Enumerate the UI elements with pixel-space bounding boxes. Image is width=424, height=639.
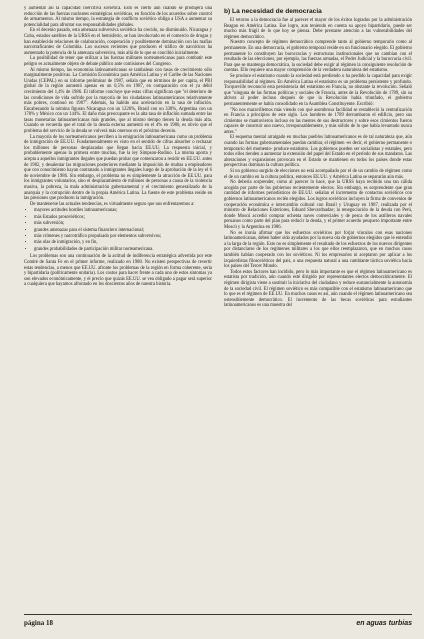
list-item: • más olas de inmigración, y en fin,: [34, 240, 212, 246]
left-column: [24, 6, 212, 616]
publication-title: en aguas turbias: [356, 619, 412, 627]
paragraph: No es ironía afirmar que los esfuerzos soviéticos por forjar vínculos con esas naciones latinoamericanas, deben haber sido ayudados por la nueva ola de gobiernos elegidos que le entendió a la larga de la región. Esto no es simplemente el resultado de los esfuerzos de los nuevos dirigentes por distanciarse de los regímenes militares a los que ellos reemplazaron, que en muchos casos también habían cooperado con los soviéticos. Ni los empresarios ni aceptaron por aplicar a los izquierdistas filosoviéticos del país, o una respuesta natural a una cambiante táctica soviética hacia los países del Tercer Mundo.: [224, 230, 412, 270]
list-item: • más subversión;: [34, 221, 212, 227]
section-heading: b) La necesidad de democracia: [224, 8, 322, 15]
list-item: • más crímenes y narcotráfico propulsado por elementos subversivos;: [34, 234, 212, 240]
paragraph: No debería sorprender, como al parecer lo hace, que la URSS haya recibido una tan cálida acogida por parte de los gobiernos recientemente electos. Sin embargo, es sorprendente que gran cantidad de informes periodísticos de EE.UU. señalan el incremento de contactos soviéticos con gobiernos latinoamericanos recién elegidos. Los logros soviéticos incluyen la firma de convenios de cooperación económica e intercambio cultural con Brasil y Uruguay en 1987, realizada por el ministro de Relaciones Exteriores, Eduard Shevardnadze; la renegociación de la deuda con Perú, donde Moscú accedió comprar ochenta naves comerciales y de pesca de los astilleros navales peruanos como parte del plan para reducir la deuda, y el primer acuerdo pesquero importante entre Moscú y la Argentina en 1986.: [224, 180, 412, 230]
paragraph: La posibilidad de tener que utilizar a las fuerzas militares norteamericanas para combatir este peligro es actualmente objeto de debate público ante comisiones del Congreso.: [24, 56, 212, 67]
list-item: • grandes probabilidades de participación militar norteamericana.: [34, 247, 212, 253]
bullet-list: [24, 208, 212, 252]
quote-paragraph: "No nos maravillemos más viendo con qué asombrosa facilidad se restableció la centralización en Francia a principios de este siglo. Los hombres de 1789 derrumbaron el edificio, pero sus cimientos se mantuvieron incluso en las mentes de sus destructores y sobre esos cimientos fueron capaces de construir uno nuevo, irresponsablemente, y más sólido de lo que había levantado nunca antes.": [224, 107, 412, 135]
page-footer: [24, 614, 412, 631]
paragraph: y aumentar así la capacidad coercitiva soviética. Esto es cierto aún cuando se produjera una reducción de las fuerzas nucleares estratégicas soviéticas, en función de los acuerdos sobre control de armamentos. Al mismo tiempo, la estrategia de conflicto soviético obliga a USA a aumentar su potencialidad para afrontar sus responsabilidades globales.: [24, 6, 212, 28]
paragraph: El esquema mental arraigado en muchas pueblos latinoamericanos es de tal naturaleza que, aún cuando las formas gubernamentales puedan cambiar, el régimen -es decir, el gobierno permanente o temporario del momento- produce estatismo. Los gobiernos pueden ser socialistas y estatales, pero todos ellos tienden a aumentar la extensión del papel del Estado en el período de sus mandatos. Las alteraciones y expansiones provocan en el Estado se mantienen en todos los países donde estas perspectivas dominan la cultura política.: [224, 135, 412, 169]
paragraph: Todos estos factores han incidido, pero lo más importante es que el régimen latinoamericano es estatista por tradición, aún cuando esté dirigido por representantes electos democráticamente. El régimen dirigista viene a sustituir la iniciativa del ciudadano y reduce sustancialmente la autonomía de la sociedad civil. El régimen soviético es más compatible con el estatismo latinoamericano que lo que es el régimen de EE.UU. En muchos casos es así, aún cuando el régimen latinoamericano sea ostensiblemente democrático. El incremento de las becas soviéticas para estudiantes latinoamericanos es una muestra del: [224, 269, 412, 309]
paragraph: Si un gobierno surgido de elecciones no está acompañado por el de un cambio de régimen como el de un cambio en la cultura política, entonces EE.UU. y América Latina se separarán aún más.: [224, 169, 412, 180]
paragraph: Al mismo tiempo, las economías latinoamericanas se tambalean con tasas de crecimiento sólo marginalmente positivas. La Comisión Económica para América Latina y el Caribe de las Naciones Unidas (CEPAL) en su informe preliminar de 1987, señala que en términos de per capita, el PBI global de la región aumentó apenas en un 0,5% en 1987, en comparación con el ya débil crecimiento del 1,4% de 1986. El informe concluye que estas cifras significan que "el deterioro de las condiciones de vida sufrido por la mayoría de los ciudadanos latinoamericanos relativamente más pobres, continuó en 1987". Además, ha habido una aceleración en la tasa de inflación. Encabezando la nómina figuran Nicaragua con un 1226%, Brasil con un 338%, Argentina con un 178% y México con un 144%. El daño más preocupante es la alta tasa de inflación sumada entre las tasas monetarias latinoamericanas más grandes, que al mismo tiempo tienen la deuda más alta. Cuando se recuerda que el total de la deuda externa aumentó en el 4% en 1986, es obvio que el problema del servicio de la deuda se volverá más oneroso en el próximo decenio.: [24, 67, 212, 135]
paragraph: Los problemas son una continuación de la actitud de indiferencia estratégica advertida por este Comité de Santa Fe en el primer informe, realizado en 1980. No existen perspectivas de revertir estas tendencias, a menos que EE.UU. afronte los problemas de la región en forma coherente, seria y bipartidaria (políticamente unitaria). Los costos para hacer frente a cada uno de estos síntomas ya son elevados económicamente, y el precio que quizás EE.UU. se vea obligado a pagar será superior a cualquiera que hayamos afrontado en los doscientos años de nuestra historia.: [24, 254, 212, 288]
right-column: [224, 6, 412, 616]
paragraph: Se produce el estatismo cuando la sociedad está perdiendo o ha perdido la capacidad para exigir responsabilidad al régimen. En América Latina el estatismo es un problema persistente y profundo. Tocqueville reconoció esta persistencia del estatismo en Francia, no obstante la revolución. Señaló que "ninguna de las formas políticas y sociales de Francia, antes de la Revolución de 1789, sin su altivez al poder incluso después de que la Revolución había triunfado, el gobierno permanentemente se había consolidado en la Asamblea Constituyente. Escribió:: [224, 73, 412, 107]
list-item: • grandes amenazas para el sistema financiero internacional;: [34, 228, 212, 234]
paragraph: Nuestro concepto de régimen democrático comprende tanto al gobierno temporario como al permanente. En una democracia, el gobierno temporal reside en un funcionario elegido. El gobierno permanente lo constituyen las burocracias y estructuras institucionales que no cambian con el resultado de las elecciones, por ejemplo, las fuerzas armadas, el Poder Judicial y la burocracia civil. Para que se mantenga democrática, la sociedad debe exigir al régimen la consiguiente resolución de cuentas. Ello requiere una mayor comprensión de la verdadera naturaleza del estatismo.: [224, 40, 412, 74]
list-item: • más Estados prosoviéticos;: [34, 215, 212, 221]
list-item: • mayores actitudes hostiles latinoamericanas;: [34, 208, 212, 214]
text-columns: [24, 6, 412, 616]
page-number: página 18: [24, 619, 53, 627]
paragraph: El retorno a la democracia fue al parecer el mayor de los éxitos logrados por la administración Reagan en América Latina. Ese logro, aun teniendo en cuenta su apoyo bipartidario, puede ser mucho más frágil de lo que hoy se piensa. Debe prestarse atención a las vulnerabilidades del régimen democrático.: [224, 18, 412, 40]
paragraph: En el decenio pasado, esta amenaza subversiva soviética ha crecido, no disminuido. Nicaragua y Cuba, estados satélites de la URSS en el hemisferio, se han involucrado en el comercio de drogas y han establecido relaciones de colaboración, cooperación y posiblemente dominación con las mafias narcotraficantes de Colombia. Los sucesos recientes que producen el tráfico de narcóticos ha aumentado la potencia de la amenaza subversiva, más allá de lo que se concibió inicialmente.: [24, 28, 212, 56]
paragraph: La mayoría de los norteamericanos perciben a la emigración latinoamericana como un problema de inmigración de EE.UU. Fundamentalmente es visto en el sentido de cifras absorber o rechazar los millones de personas desplazadas que llegan hacia EE.UU. La respuesta inicial, y probablemente apenas la primera entre muchas, fue la ley Simpson-Rodino. La misma aporta y acepta a aquellos inmigrantes ilegales que puedan probar que comenzaron a residir en EE.UU. antes de 1982, y desalentar las migraciones posteriores mediante la imposición de multas a empleadores que con conocimiento hayan contratado a inmigrantes ilegales luego de la aprobación de la ley el 6 de noviembre de 1986. Sin embargo, el problema no es simplemente la atracción de EE.UU. para los inmigrantes voluntarios, sino el desplazamiento de millones de personas a causa de la violencia masiva, la pobreza, la mala administración gubernamental y el crecimiento generalizado de la anarquía y la corrupción dentro de la propia América Latina. La fuente de este problema reside en las presiones que producen la inmigración.: [24, 134, 212, 202]
paragraph: De mantenerse las actuales tendencias, es virtualmente seguro que nos enfrentaremos a:: [30, 201, 195, 207]
